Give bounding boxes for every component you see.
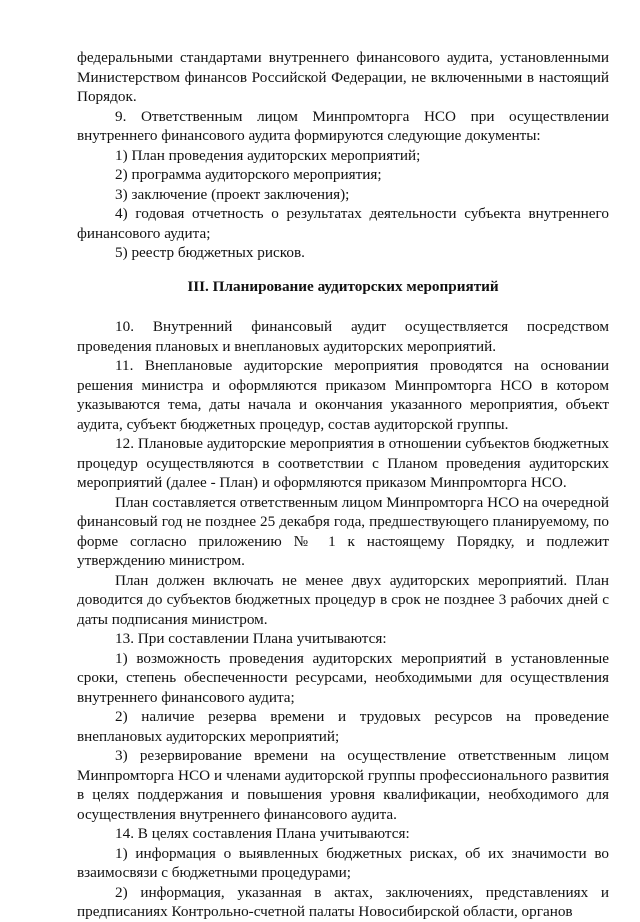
paragraph: 10. Внутренний финансовый аудит осуществляется посредством проведения плановых и внеплановых аудиторских мероприятий. — [77, 318, 609, 355]
paragraph: 9. Ответственным лицом Минпромторга НСО при осуществлении внутреннего финансового аудита формируются следующие документы: — [77, 107, 609, 144]
document-page — [77, 48, 609, 922]
paragraph: 13. При составлении Плана учитываются: — [115, 630, 387, 647]
paragraph: 2) информация, указанная в актах, заключениях, представлениях и предписаниях Контрольно-счетной палаты Новосибирской области, органов — [77, 883, 609, 920]
paragraph: 12. Плановые аудиторские мероприятия в отношении субъектов бюджетных процедур осуществляются в соответствии с Планом проведения аудиторских мероприятий (далее - План) и оформляются приказом Минпромторга НСО. — [77, 435, 609, 491]
paragraph: 3) заключение (проект заключения); — [115, 185, 350, 203]
paragraph: 2) наличие резерва времени и трудовых ресурсов на проведение внеплановых аудиторских мероприятий; — [77, 708, 609, 745]
paragraph: федеральными стандартами внутреннего финансового аудита, установленными Министерством финансов Российской Федерации, не включенными в настоящий Порядок. — [77, 49, 609, 105]
paragraph: 3) резервирование времени на осуществление ответственным лицом Минпромторга НСО и членами аудиторской группы профессионального развития в целях поддержания и повышения уровня квалификации, необходимого для осуществления внутреннего финансового аудита. — [77, 747, 609, 823]
paragraph: 1) возможность проведения аудиторских мероприятий в установленные сроки, степень обеспеченности ресурсами, необходимыми для осуществления внутреннего финансового аудита; — [77, 649, 609, 706]
paragraph: 4) годовая отчетность о результатах деятельности субъекта внутреннего финансового аудита; — [77, 205, 609, 242]
paragraph: План должен включать не менее двух аудиторских мероприятий. План доводится до субъектов бюджетных процедур в срок не позднее 3 рабочих дней с даты подписания министром. — [77, 571, 609, 628]
paragraph: План составляется ответственным лицом Минпромторга НСО на очередной финансовый год не позднее 25 декабря года, предшествующего планируемому, по форме согласно приложению № 1 к настоящему Порядку, и подлежит утверждению министром. — [77, 493, 609, 569]
paragraph: 5) реестр бюджетных рисков. — [115, 244, 305, 261]
paragraph: 1) План проведения аудиторских мероприятий; — [115, 146, 421, 164]
paragraph: 14. В целях составления Плана учитываются: — [115, 825, 410, 842]
section-heading: III. Планирование аудиторских мероприятий — [187, 277, 499, 295]
paragraph: 2) программа аудиторского мероприятия; — [115, 166, 382, 183]
paragraph: 11. Внеплановые аудиторские мероприятия проводятся на основании решения министра и оформляются приказом Минпромторга НСО в котором указываются тема, даты начала и окончания указанного мероприятия, объект аудита, субъект бюджетных процедур, состав аудиторской группы. — [77, 357, 609, 433]
paragraph: 1) информация о выявленных бюджетных рисках, об их значимости во взаимосвязи с бюджетными процедурами; — [77, 844, 609, 881]
